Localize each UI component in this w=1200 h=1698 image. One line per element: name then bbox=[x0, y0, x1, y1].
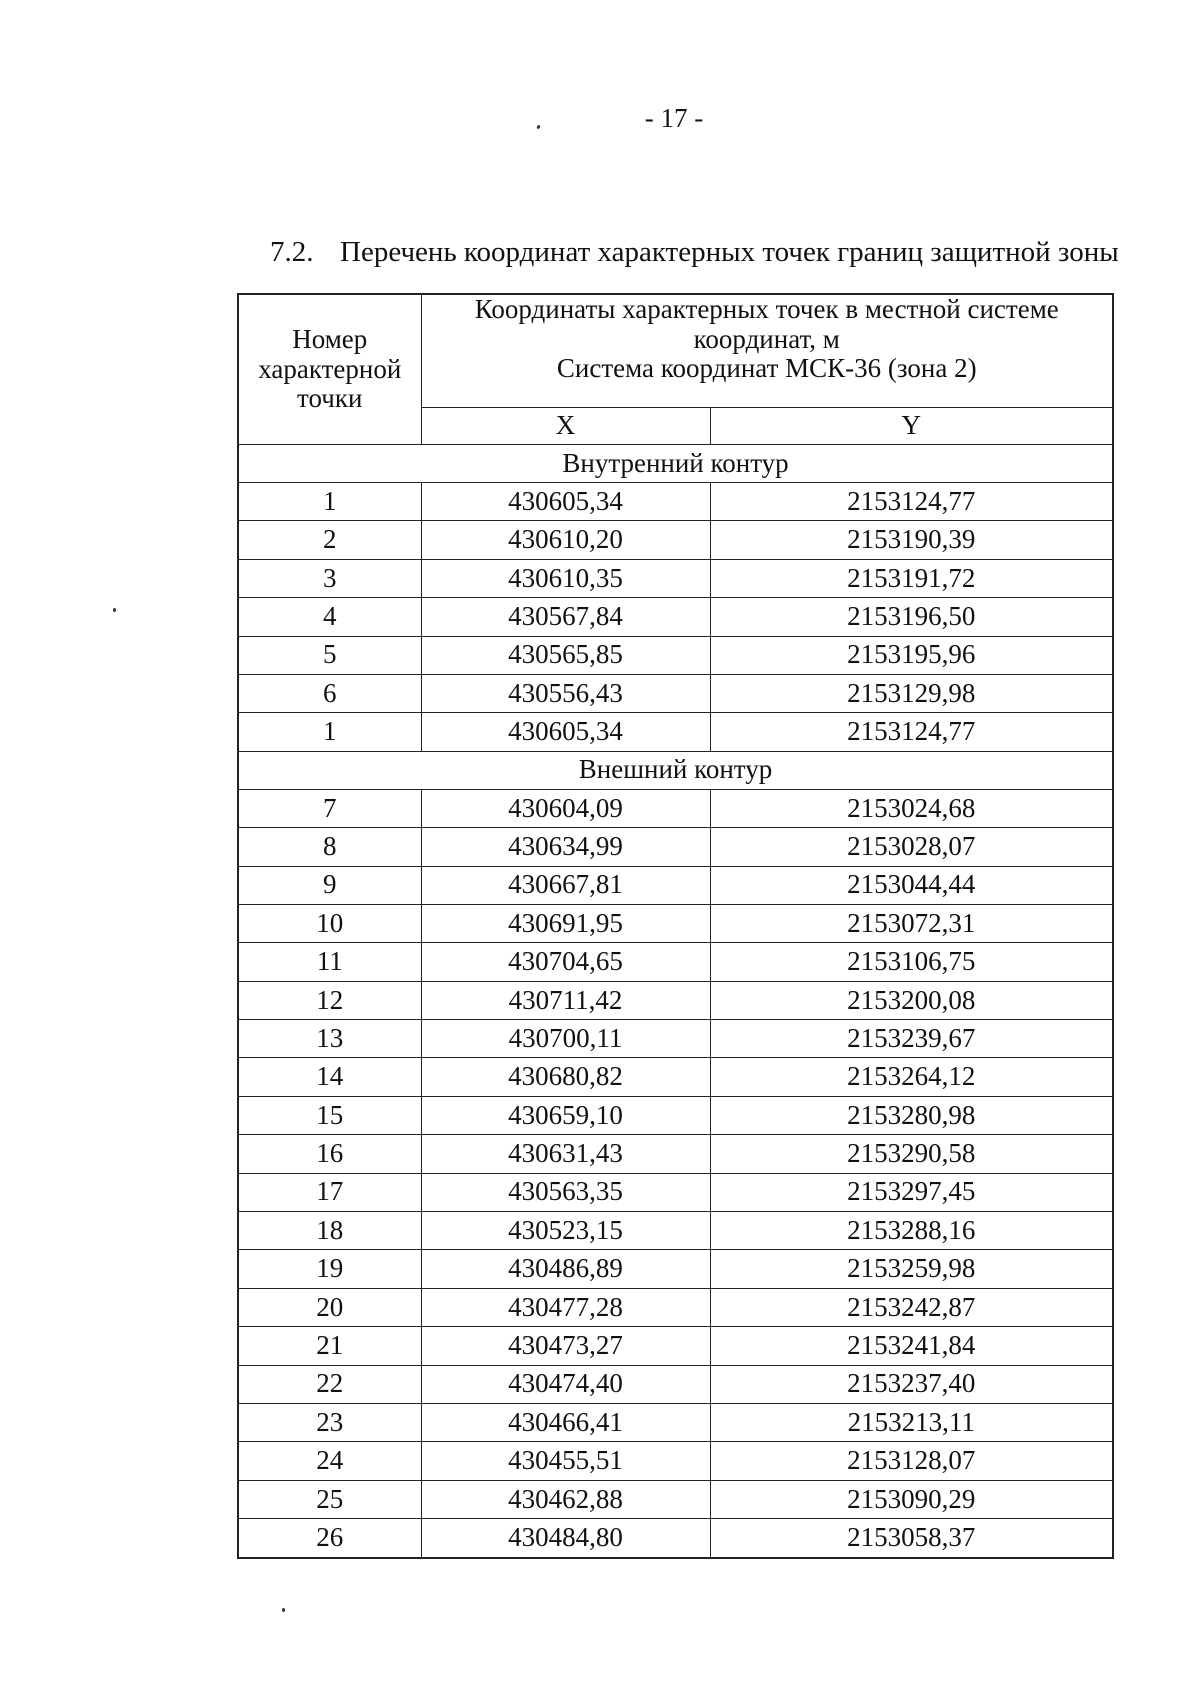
table-row bbox=[238, 1058, 1113, 1096]
table-row bbox=[238, 866, 1113, 904]
x-coordinate-cell: 430486,89 bbox=[421, 1250, 710, 1288]
table-row bbox=[238, 943, 1113, 981]
y-coordinate-cell: 2153195,96 bbox=[710, 636, 1113, 674]
point-number-cell: 17 bbox=[238, 1173, 421, 1211]
x-coordinate-cell: 430610,35 bbox=[421, 559, 710, 597]
point-number-cell: 1 bbox=[238, 483, 421, 521]
table-row bbox=[238, 521, 1113, 559]
y-coordinate-cell: 2153044,44 bbox=[710, 866, 1113, 904]
x-coordinate-cell: 430634,99 bbox=[421, 828, 710, 866]
scan-speck bbox=[282, 1608, 285, 1612]
x-coordinate-cell: 430700,11 bbox=[421, 1020, 710, 1058]
table-row bbox=[238, 1442, 1113, 1480]
x-coordinate-cell: 430610,20 bbox=[421, 521, 710, 559]
coordinates-header bbox=[421, 294, 1113, 408]
table-row bbox=[238, 483, 1113, 521]
x-coordinate-cell: 430523,15 bbox=[421, 1212, 710, 1250]
y-coordinate-cell: 2153024,68 bbox=[710, 789, 1113, 827]
y-coordinate-cell: 2153090,29 bbox=[710, 1480, 1113, 1518]
point-number-cell: 8 bbox=[238, 828, 421, 866]
y-coordinate-cell: 2153200,08 bbox=[710, 981, 1113, 1019]
point-number-cell: 13 bbox=[238, 1020, 421, 1058]
x-coordinate-cell: 430567,84 bbox=[421, 598, 710, 636]
y-coordinate-cell: 2153072,31 bbox=[710, 904, 1113, 942]
table-row bbox=[238, 1403, 1113, 1441]
x-axis-header: X bbox=[421, 408, 710, 445]
y-axis-header: Y bbox=[710, 408, 1113, 445]
point-number-cell: 23 bbox=[238, 1403, 421, 1441]
x-coordinate-cell: 430691,95 bbox=[421, 904, 710, 942]
x-coordinate-cell: 430466,41 bbox=[421, 1403, 710, 1441]
y-coordinate-cell: 2153242,87 bbox=[710, 1288, 1113, 1326]
point-number-cell: 10 bbox=[238, 904, 421, 942]
page-number: - 17 - bbox=[644, 103, 704, 133]
section-heading bbox=[270, 236, 1119, 269]
header-line: характерной bbox=[258, 353, 402, 384]
table-row bbox=[238, 1212, 1113, 1250]
y-coordinate-cell: 2153124,77 bbox=[710, 483, 1113, 521]
header-line: Система координат МСК-36 (зона 2) bbox=[556, 353, 977, 384]
table-header-row bbox=[238, 294, 1113, 408]
point-number-cell: 25 bbox=[238, 1480, 421, 1518]
point-number-cell: 7 bbox=[238, 789, 421, 827]
table-row bbox=[238, 1250, 1113, 1288]
point-number-cell: 21 bbox=[238, 1327, 421, 1365]
table-row bbox=[238, 904, 1113, 942]
table-row bbox=[238, 1480, 1113, 1518]
x-coordinate-cell: 430711,42 bbox=[421, 981, 710, 1019]
point-number-cell: 18 bbox=[238, 1212, 421, 1250]
point-number-cell: 15 bbox=[238, 1096, 421, 1134]
table-row bbox=[238, 713, 1113, 751]
point-number-cell: 26 bbox=[238, 1519, 421, 1558]
header-line: координат, м bbox=[693, 323, 840, 354]
y-coordinate-cell: 2153129,98 bbox=[710, 674, 1113, 712]
table-row bbox=[238, 636, 1113, 674]
x-coordinate-cell: 430462,88 bbox=[421, 1480, 710, 1518]
x-coordinate-cell: 430631,43 bbox=[421, 1135, 710, 1173]
y-coordinate-cell: 2153264,12 bbox=[710, 1058, 1113, 1096]
point-number-cell: 14 bbox=[238, 1058, 421, 1096]
y-coordinate-cell: 2153106,75 bbox=[710, 943, 1113, 981]
point-number-cell: 9 bbox=[238, 866, 421, 904]
table-row bbox=[238, 1327, 1113, 1365]
x-coordinate-cell: 430565,85 bbox=[421, 636, 710, 674]
table-row bbox=[238, 559, 1113, 597]
point-number-cell: 6 bbox=[238, 674, 421, 712]
table-row bbox=[238, 828, 1113, 866]
x-coordinate-cell: 430704,65 bbox=[421, 943, 710, 981]
table-row bbox=[238, 1365, 1113, 1403]
table-row bbox=[238, 1020, 1113, 1058]
point-number-cell: 2 bbox=[238, 521, 421, 559]
y-coordinate-cell: 2153241,84 bbox=[710, 1327, 1113, 1365]
x-coordinate-cell: 430605,34 bbox=[421, 483, 710, 521]
point-number-cell: 11 bbox=[238, 943, 421, 981]
y-coordinate-cell: 2153124,77 bbox=[710, 713, 1113, 751]
y-coordinate-cell: 2153297,45 bbox=[710, 1173, 1113, 1211]
point-number-cell: 24 bbox=[238, 1442, 421, 1480]
table-row bbox=[238, 789, 1113, 827]
scan-speck bbox=[113, 608, 116, 612]
section-title: Перечень координат характерных точек границ защитной зоны bbox=[340, 236, 1119, 268]
table-row bbox=[238, 1173, 1113, 1211]
table-row bbox=[238, 1288, 1113, 1326]
header-line: Номер bbox=[292, 323, 368, 354]
y-coordinate-cell: 2153288,16 bbox=[710, 1212, 1113, 1250]
x-coordinate-cell: 430680,82 bbox=[421, 1058, 710, 1096]
y-coordinate-cell: 2153196,50 bbox=[710, 598, 1113, 636]
y-coordinate-cell: 2153259,98 bbox=[710, 1250, 1113, 1288]
point-number-cell: 1 bbox=[238, 713, 421, 751]
coordinates-table bbox=[237, 293, 1114, 1559]
y-coordinate-cell: 2153028,07 bbox=[710, 828, 1113, 866]
point-number-cell: 3 bbox=[238, 559, 421, 597]
y-coordinate-cell: 2153191,72 bbox=[710, 559, 1113, 597]
table-row bbox=[238, 1096, 1113, 1134]
x-coordinate-cell: 430667,81 bbox=[421, 866, 710, 904]
x-coordinate-cell: 430604,09 bbox=[421, 789, 710, 827]
y-coordinate-cell: 2153190,39 bbox=[710, 521, 1113, 559]
y-coordinate-cell: 2153128,07 bbox=[710, 1442, 1113, 1480]
section-number: 7.2. bbox=[270, 236, 314, 268]
x-coordinate-cell: 430473,27 bbox=[421, 1327, 710, 1365]
header-line: Координаты характерных точек в местной системе bbox=[474, 294, 1059, 324]
y-coordinate-cell: 2153213,11 bbox=[710, 1403, 1113, 1441]
section-row bbox=[238, 445, 1113, 483]
y-coordinate-cell: 2153239,67 bbox=[710, 1020, 1113, 1058]
x-coordinate-cell: 430455,51 bbox=[421, 1442, 710, 1480]
x-coordinate-cell: 430474,40 bbox=[421, 1365, 710, 1403]
section-title-cell: Внутренний контур bbox=[238, 445, 1113, 483]
x-coordinate-cell: 430484,80 bbox=[421, 1519, 710, 1558]
table-row bbox=[238, 598, 1113, 636]
x-coordinate-cell: 430563,35 bbox=[421, 1173, 710, 1211]
header-line: точки bbox=[297, 383, 363, 414]
x-coordinate-cell: 430659,10 bbox=[421, 1096, 710, 1134]
table-row bbox=[238, 1135, 1113, 1173]
y-coordinate-cell: 2153058,37 bbox=[710, 1519, 1113, 1558]
point-number-cell: 16 bbox=[238, 1135, 421, 1173]
x-coordinate-cell: 430477,28 bbox=[421, 1288, 710, 1326]
table-row bbox=[238, 981, 1113, 1019]
point-number-cell: 19 bbox=[238, 1250, 421, 1288]
section-title-cell: Внешний контур bbox=[238, 751, 1113, 789]
point-number-cell: 12 bbox=[238, 981, 421, 1019]
point-number-cell: 5 bbox=[238, 636, 421, 674]
point-number-cell: 4 bbox=[238, 598, 421, 636]
y-coordinate-cell: 2153290,58 bbox=[710, 1135, 1113, 1173]
section-row bbox=[238, 751, 1113, 789]
table-row bbox=[238, 1519, 1113, 1558]
point-number-header bbox=[238, 294, 421, 445]
y-coordinate-cell: 2153280,98 bbox=[710, 1096, 1113, 1134]
x-coordinate-cell: 430556,43 bbox=[421, 674, 710, 712]
point-number-cell: 22 bbox=[238, 1365, 421, 1403]
point-number-cell: 20 bbox=[238, 1288, 421, 1326]
y-coordinate-cell: 2153237,40 bbox=[710, 1365, 1113, 1403]
x-coordinate-cell: 430605,34 bbox=[421, 713, 710, 751]
table-row bbox=[238, 674, 1113, 712]
